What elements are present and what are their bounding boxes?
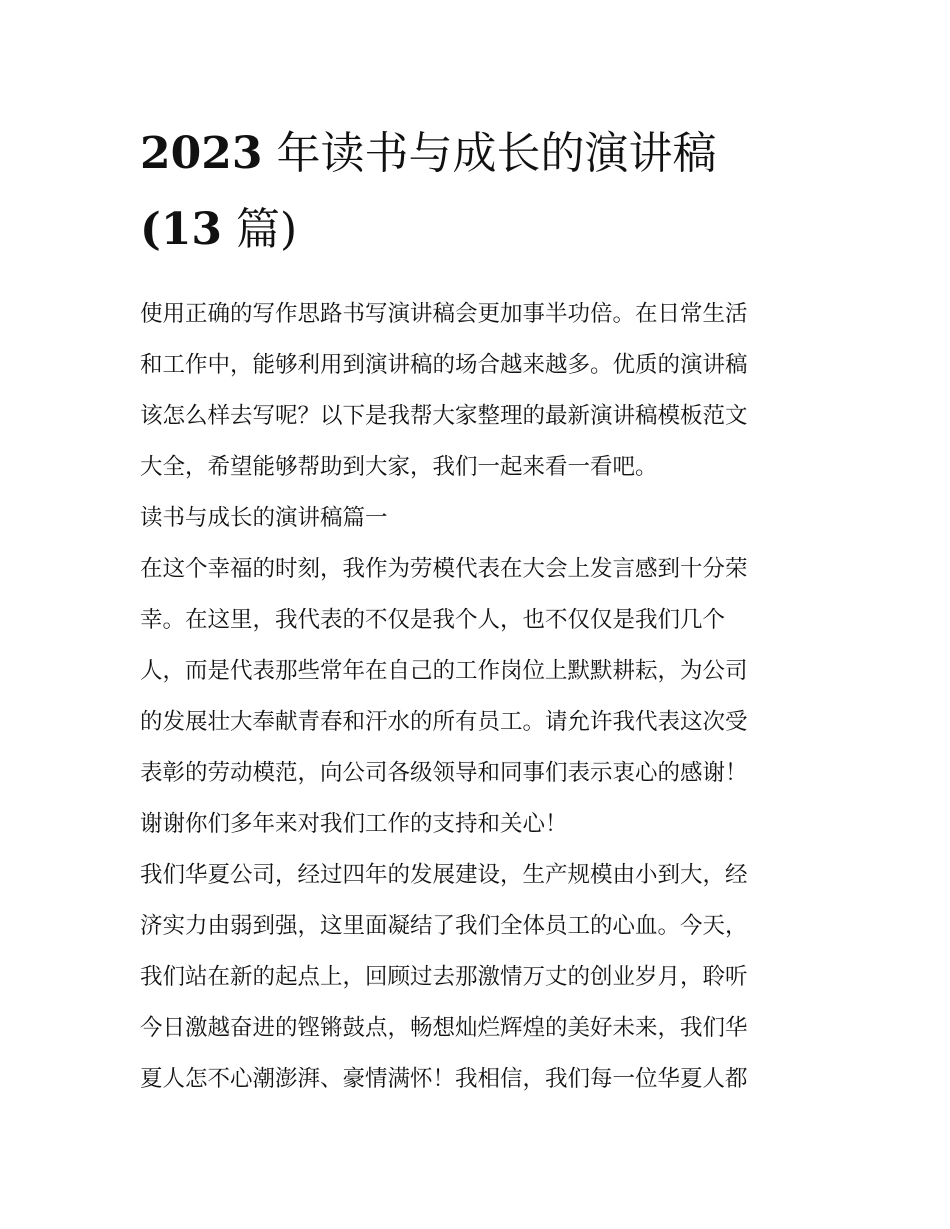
title-text: 年读书与成长的演讲稿 — [262, 128, 717, 179]
intro-paragraph — [140, 289, 820, 493]
text-line: 谢谢你们多年来对我们工作的支持和关心！ — [140, 811, 568, 837]
document-body — [140, 289, 820, 1105]
title-line-2 — [140, 192, 820, 268]
document-content — [140, 116, 820, 1105]
text-line: 人，而是代表那些常年在自己的工作岗位上默默耕耘，为公司 — [140, 658, 748, 684]
text-line: 我们站在新的起点上，回顾过去那激情万丈的创业岁月，聆听 — [140, 964, 748, 990]
text-line: 我们华夏公司，经过四年的发展建设，生产规模由小到大，经 — [140, 862, 748, 888]
title-year: 2023 — [140, 128, 263, 179]
text-line: 夏人怎不心潮澎湃、豪情满怀！我相信，我们每一位华夏人都 — [140, 1066, 748, 1092]
title-count: (13 — [140, 204, 223, 255]
body-paragraph-1 — [140, 544, 820, 850]
document-title — [140, 116, 820, 268]
text-line: 该怎么样去写呢？以下是我帮大家整理的最新演讲稿模板范文 — [140, 403, 748, 429]
text-line: 大全，希望能够帮助到大家，我们一起来看一看吧。 — [140, 454, 658, 480]
section-heading: 读书与成长的演讲稿篇一 — [140, 505, 388, 531]
body-paragraph-2 — [140, 850, 820, 1105]
text-line: 使用正确的写作思路书写演讲稿会更加事半功倍。在日常生活 — [140, 301, 748, 327]
text-line: 今日激越奋进的铿锵鼓点，畅想灿烂辉煌的美好未来，我们华 — [140, 1015, 748, 1041]
text-line: 的发展壮大奉献青春和汗水的所有员工。请允许我代表这次受 — [140, 709, 748, 735]
text-line: 在这个幸福的时刻，我作为劳模代表在大会上发言感到十分荣 — [140, 556, 748, 582]
text-line: 济实力由弱到强，这里面凝结了我们全体员工的心血。今天， — [140, 913, 748, 939]
text-line: 和工作中，能够利用到演讲稿的场合越来越多。优质的演讲稿 — [140, 352, 748, 378]
text-line: 幸。在这里，我代表的不仅是我个人，也不仅仅是我们几个 — [140, 607, 726, 633]
title-count-suffix: 篇) — [222, 204, 298, 255]
text-line: 表彰的劳动模范，向公司各级领导和同事们表示衷心的感谢！ — [140, 760, 748, 786]
title-line-1 — [140, 116, 820, 192]
